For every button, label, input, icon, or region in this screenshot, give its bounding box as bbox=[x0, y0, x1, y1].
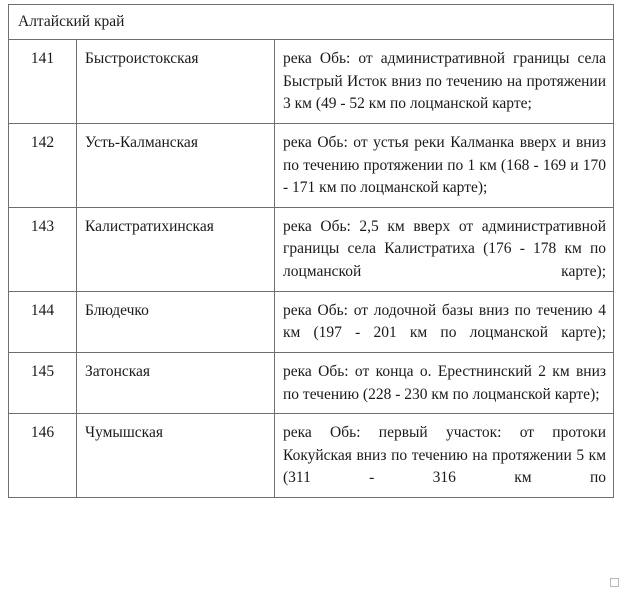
row-number-cell bbox=[9, 123, 77, 207]
site-name: Блюдечко bbox=[85, 301, 149, 319]
site-description: река Обь: от конца о. Ерестнинский 2 км вниз по течению (228 - 230 км по лоцманской карте); bbox=[283, 362, 607, 403]
table-row bbox=[9, 352, 614, 413]
page-corner-mark bbox=[610, 578, 619, 587]
region-header-cell bbox=[9, 5, 614, 40]
table-body bbox=[9, 5, 614, 498]
site-description-cell bbox=[275, 123, 614, 207]
site-name: Калистратихинская bbox=[85, 217, 214, 235]
region-header-row bbox=[9, 5, 614, 40]
site-name-cell bbox=[77, 291, 275, 352]
site-name-cell bbox=[77, 352, 275, 413]
row-number-cell bbox=[9, 414, 77, 498]
table-row bbox=[9, 40, 614, 124]
site-name-cell bbox=[77, 207, 275, 291]
site-name-cell bbox=[77, 40, 275, 124]
region-title: Алтайский край bbox=[18, 13, 125, 30]
table-row bbox=[9, 123, 614, 207]
site-description-cell bbox=[275, 414, 614, 498]
row-number: 144 bbox=[30, 301, 55, 319]
row-number: 146 bbox=[30, 424, 55, 442]
row-number: 145 bbox=[30, 362, 55, 380]
site-description: река Обь: от административной границы села Быстрый Исток вниз по течению на протяжении 3 км (49 - 52 км по лоцманской карте; bbox=[283, 50, 607, 113]
site-description-cell bbox=[275, 291, 614, 352]
row-number-cell bbox=[9, 40, 77, 124]
site-description-cell bbox=[275, 352, 614, 413]
site-name: Усть-Калманская bbox=[85, 133, 198, 151]
row-number: 141 bbox=[30, 50, 55, 67]
site-description: река Обь: первый участок: от протоки Кокуйская вниз по течению на протяжении 5 км (311 - 316 км по bbox=[283, 424, 607, 487]
site-name-cell bbox=[77, 123, 275, 207]
site-description: река Обь: 2,5 км вверх от административной границы села Калистратиха (176 - 178 км по лоцманской карте); bbox=[283, 217, 607, 280]
row-number: 142 bbox=[30, 133, 55, 151]
row-number-cell bbox=[9, 207, 77, 291]
site-description: река Обь: от устья реки Калманка вверх и вниз по течению протяжении по 1 км (168 - 169 и 170 - 171 км по лоцманской карте); bbox=[283, 133, 607, 197]
table-row bbox=[9, 414, 614, 498]
row-number-cell bbox=[9, 352, 77, 413]
table-row bbox=[9, 207, 614, 291]
row-number-cell bbox=[9, 291, 77, 352]
site-name: Быстроистокская bbox=[85, 50, 199, 67]
site-name: Чумышская bbox=[85, 424, 163, 442]
row-number: 143 bbox=[30, 217, 55, 235]
navigable-waters-table bbox=[8, 4, 614, 498]
table-row bbox=[9, 291, 614, 352]
site-description: река Обь: от лодочной базы вниз по течению 4 км (197 - 201 км по лоцманской карте); bbox=[283, 301, 607, 342]
site-description-cell bbox=[275, 40, 614, 124]
site-name: Затонская bbox=[85, 362, 151, 380]
site-description-cell bbox=[275, 207, 614, 291]
site-name-cell bbox=[77, 414, 275, 498]
